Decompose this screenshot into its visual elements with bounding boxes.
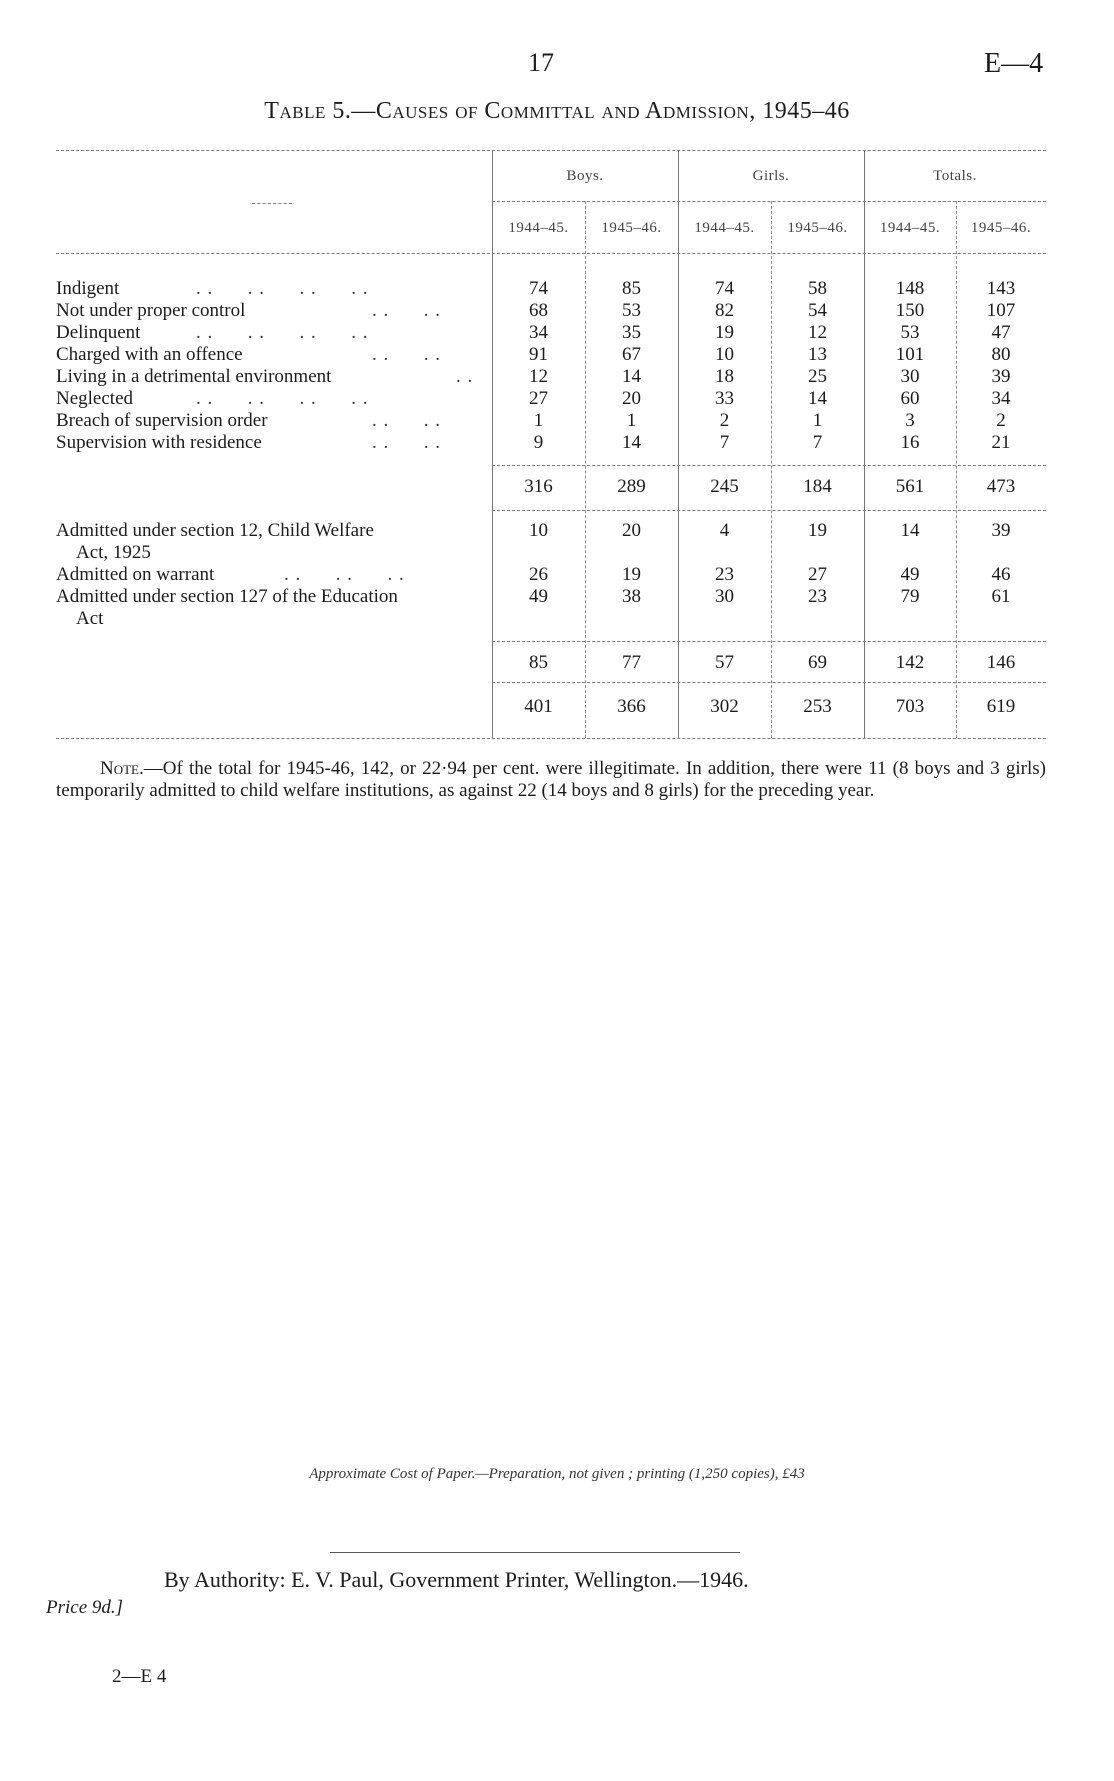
leader-dots: . . . . . .	[284, 564, 405, 585]
leader-dots: . . . .	[372, 344, 441, 365]
column-group-girls: Girls.	[752, 168, 790, 184]
table-cell: 25	[808, 366, 827, 387]
subtotal-cell: 57	[715, 652, 734, 673]
table-cell: 14	[622, 366, 641, 387]
document-code: E—4	[984, 48, 1044, 79]
table-cell: 1	[533, 410, 544, 431]
grand-total-cell: 253	[803, 696, 832, 717]
table-cell: 67	[622, 344, 641, 365]
row-label-continued: Act	[76, 608, 104, 629]
subtotal-cell: 184	[803, 476, 832, 497]
table-cell: 20	[622, 520, 641, 541]
grand-total-cell: 401	[524, 696, 553, 717]
table-cell: 91	[529, 344, 548, 365]
table-cell: 1	[626, 410, 637, 431]
note-lead: Note.	[100, 758, 144, 779]
leader-dots: . . . . . . . .	[196, 322, 369, 343]
row-label: Admitted under section 127 of the Education	[56, 586, 398, 607]
row-label: Neglected	[56, 388, 134, 409]
table-cell: 3	[905, 410, 915, 431]
table-cell: 68	[529, 300, 548, 321]
grand-total-cell: 302	[710, 696, 739, 717]
table-note	[56, 758, 1046, 802]
table-cell: 74	[715, 278, 734, 299]
table-cell: 10	[715, 344, 734, 365]
page-number: 17	[528, 48, 554, 77]
table-cell: 34	[529, 322, 548, 343]
table-cell: 12	[808, 322, 827, 343]
leader-dots: . .	[456, 366, 474, 387]
table-cell: 19	[715, 322, 734, 343]
table-cell: 82	[715, 300, 734, 321]
table-cell: 38	[622, 586, 641, 607]
table-cell: 61	[991, 586, 1011, 607]
table-cell: 27	[529, 388, 548, 409]
row-label-continued: Act, 1925	[76, 542, 151, 563]
column-year-totals-1944: 1944–45.	[879, 220, 941, 236]
table-cell: 23	[715, 564, 734, 585]
table-title: Table 5.—Causes of Committal and Admission, 1945–46	[264, 98, 850, 124]
subtotal-cell: 473	[986, 476, 1016, 497]
table-cell: 13	[808, 344, 827, 365]
table-cell: 49	[900, 564, 920, 585]
signature-mark: 2—E 4	[112, 1666, 167, 1687]
row-label: Admitted under section 12, Child Welfare	[56, 520, 374, 541]
note-text: —Of the total for 1945-46, 142, or 22·94 per cent. were illegitimate. In addition, there were 11 (8 boys and 3 girls) temporarily admitted to child welfare institutions, as against 22 (14 boys and 8 girls) for the preceding year.	[56, 758, 1046, 801]
column-year-boys-1944: 1944–45.	[508, 220, 569, 236]
table-cell: 12	[529, 366, 548, 387]
leader-dots: . . . .	[372, 432, 441, 453]
table-cell: 46	[991, 564, 1011, 585]
column-year-boys-1945: 1945–46.	[601, 220, 662, 236]
leader-dots: . . . .	[372, 410, 441, 431]
table-cell: 47	[991, 322, 1011, 343]
table-cell: 9	[533, 432, 544, 453]
row-label: Living in a detrimental environment	[56, 366, 332, 387]
row-label: Delinquent	[56, 322, 141, 343]
table-cell: 53	[622, 300, 641, 321]
table-cell: 34	[991, 388, 1011, 409]
table-cell: 27	[808, 564, 827, 585]
table-cell: 30	[900, 366, 920, 387]
grand-total-cell: 366	[617, 696, 646, 717]
subtotal-cell: 85	[529, 652, 548, 673]
column-year-girls-1945: 1945–46.	[787, 220, 848, 236]
cost-of-paper-note: Approximate Cost of Paper.—Preparation, not given ; printing (1,250 copies), £43	[309, 1466, 805, 1482]
column-year-totals-1945: 1945–46.	[970, 220, 1032, 236]
table-cell: 53	[900, 322, 920, 343]
price-label: Price 9d.]	[46, 1597, 124, 1618]
table-cell: 4	[719, 520, 730, 541]
authority-rule	[330, 1552, 740, 1553]
table-cell: 2	[996, 410, 1006, 431]
table-cell: 101	[895, 344, 925, 365]
subtotal-cell: 77	[622, 652, 641, 673]
subtotal-cell: 146	[986, 652, 1016, 673]
subtotal-cell: 561	[895, 476, 925, 497]
row-label: Breach of supervision order	[56, 410, 268, 431]
table-cell: 33	[715, 388, 734, 409]
authority-line: By Authority: E. V. Paul, Government Printer, Wellington.—1946.	[164, 1567, 749, 1592]
table-cell: 39	[991, 520, 1011, 541]
table-cell: 14	[900, 520, 920, 541]
table-cell: 143	[986, 278, 1016, 299]
table-cell: 30	[715, 586, 734, 607]
row-label: Not under proper control	[56, 300, 246, 321]
subtotal-cell: 245	[710, 476, 739, 497]
row-label: Admitted on warrant	[56, 564, 215, 585]
row-label: Supervision with residence	[56, 432, 262, 453]
leader-dots: . . . . . . . .	[196, 278, 369, 299]
subtotal-cell: 142	[895, 652, 925, 673]
table-cell: 21	[991, 432, 1011, 453]
table-cell: 35	[622, 322, 641, 343]
table-cell: 150	[895, 300, 925, 321]
table-cell: 54	[808, 300, 827, 321]
table-cell: 26	[529, 564, 548, 585]
table-cell: 79	[900, 586, 920, 607]
table-cell: 1	[812, 410, 823, 431]
table-cell: 18	[715, 366, 734, 387]
table-cell: 14	[622, 432, 641, 453]
table-cell: 39	[991, 366, 1011, 387]
table-cell: 16	[900, 432, 920, 453]
table-cell: 74	[529, 278, 548, 299]
table-cell: 19	[622, 564, 641, 585]
table-cell: 23	[808, 586, 827, 607]
row-label: Indigent	[56, 278, 120, 299]
table-cell: 49	[529, 586, 548, 607]
column-year-girls-1944: 1944–45.	[694, 220, 755, 236]
grand-total-cell: 703	[895, 696, 925, 717]
row-label: Charged with an offence	[56, 344, 243, 365]
column-group-totals: Totals.	[933, 168, 977, 184]
table-cell: 7	[719, 432, 730, 453]
table-cell: 107	[986, 300, 1016, 321]
table-cell: 60	[900, 388, 920, 409]
leader-dots: . . . .	[372, 300, 441, 321]
table-cell: 2	[719, 410, 730, 431]
grand-total-cell: 619	[986, 696, 1016, 717]
column-group-boys: Boys.	[566, 168, 604, 184]
table-cell: 20	[622, 388, 641, 409]
table-cell: 58	[808, 278, 827, 299]
table-cell: 80	[991, 344, 1011, 365]
table-cell: 7	[812, 432, 823, 453]
table-cell: 14	[808, 388, 827, 409]
table-cell: 19	[808, 520, 827, 541]
table-cell: 85	[622, 278, 641, 299]
table-cell: 148	[895, 278, 925, 299]
subtotal-cell: 316	[524, 476, 553, 497]
table-cell: 10	[529, 520, 548, 541]
leader-dots: . . . . . . . .	[196, 388, 369, 409]
subtotal-cell: 289	[617, 476, 646, 497]
subtotal-cell: 69	[808, 652, 827, 673]
